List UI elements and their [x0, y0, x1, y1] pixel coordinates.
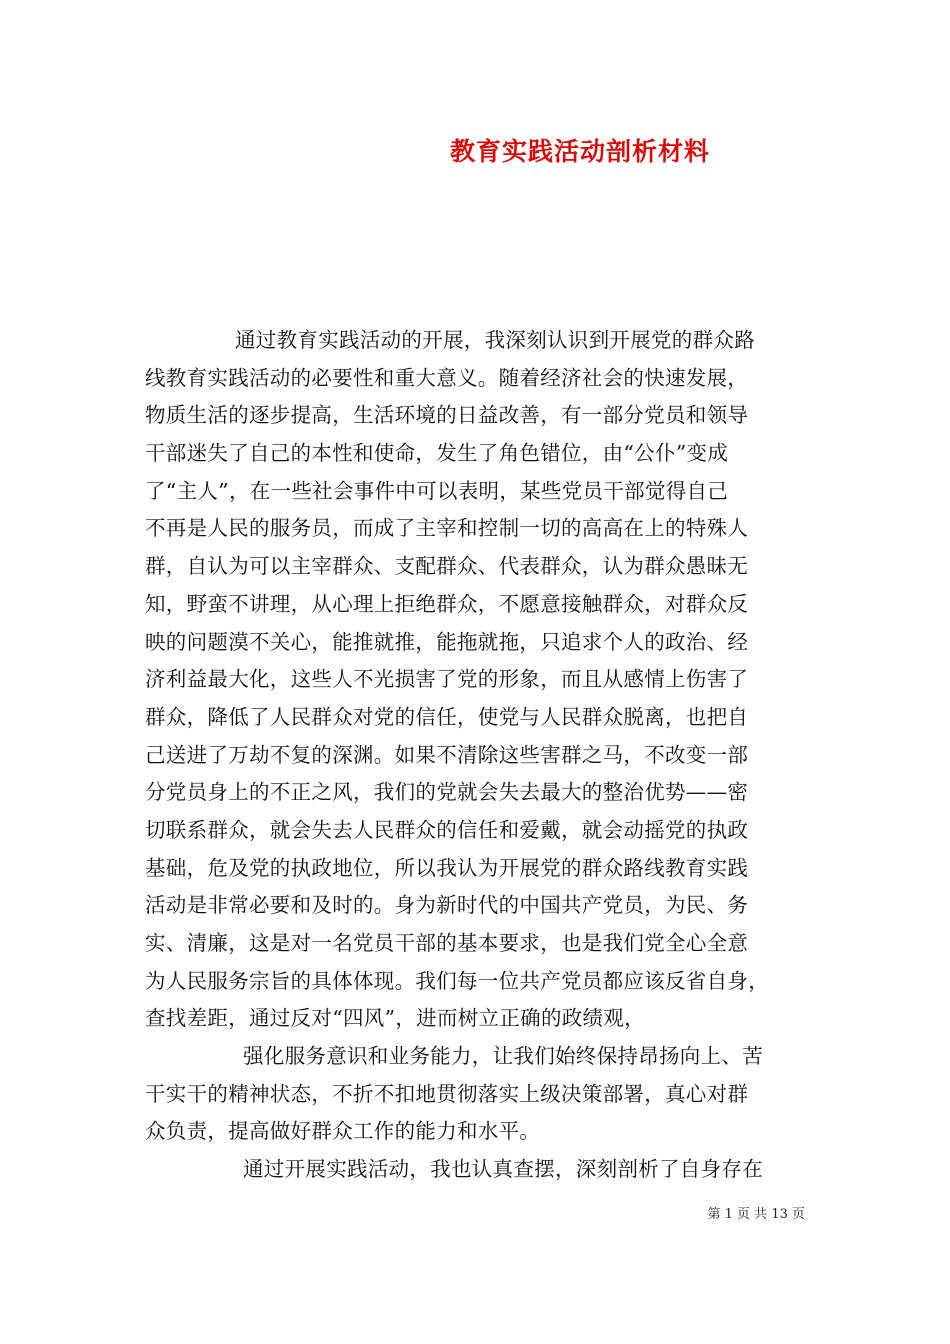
- body-line: 实、清廉，这是对一名党员干部的基本要求，也是我们党全心全意: [145, 931, 749, 955]
- body-line: 活动是非常必要和及时的。身为新时代的中国共产党员，为民、务: [145, 893, 749, 918]
- body-line: 众负责，提高做好群众工作的能力和水平。: [145, 1119, 541, 1144]
- body-line: 线教育实践活动的必要性和重大意义。随着经济社会的快速发展，: [145, 365, 749, 390]
- document-title: 教育实践活动剖析材料: [449, 137, 710, 166]
- body-line: 强化服务意识和业务能力，让我们始终保持昂扬向上、苦: [243, 1044, 763, 1069]
- body-line: 了“主人”，在一些社会事件中可以表明，某些党员干部觉得自己: [145, 478, 729, 503]
- body-line: 通过教育实践活动的开展，我深刻认识到开展党的群众路: [235, 328, 755, 352]
- body-line: 切联系群众，就会失去人民群众的信任和爱戴，就会动摇党的执政: [145, 817, 749, 842]
- body-line: 不再是人民的服务员，而成了主宰和控制一切的高高在上的特殊人: [145, 516, 749, 541]
- page-footer: 第 1 页 共 13 页: [707, 1207, 805, 1222]
- body-line: 群，自认为可以主宰群众、支配群众、代表群众，认为群众愚昧无: [145, 554, 749, 579]
- body-line: 查找差距，通过反对“四风”，进而树立正确的政绩观，: [145, 1006, 645, 1031]
- body-line: 映的问题漠不关心，能推就推，能拖就拖，只追求个人的政治、经: [145, 629, 749, 654]
- body-line: 群众，降低了人民群众对党的信任，使党与人民群众脱离，也把自: [145, 704, 749, 729]
- body-line: 通过开展实践活动，我也认真查摆，深刻剖析了自身存在: [243, 1157, 763, 1182]
- body-line: 为人民服务宗旨的具体体现。我们每一位共产党员都应该反省自身，: [145, 968, 769, 993]
- body-line: 基础，危及党的执政地位，所以我认为开展党的群众路线教育实践: [145, 855, 749, 880]
- body-line: 分党员身上的不正之风，我们的党就会失去最大的整治优势——密: [145, 780, 749, 805]
- body-line: 物质生活的逐步提高，生活环境的日益改善，有一部分党员和领导: [145, 403, 749, 428]
- body-line: 济利益最大化，这些人不光损害了党的形象，而且从感情上伤害了: [145, 667, 749, 692]
- body-line: 己送进了万劫不复的深渊。如果不清除这些害群之马，不改变一部: [145, 742, 749, 767]
- body-line: 干部迷失了自己的本性和使命，发生了角色错位，由“公仆”变成: [145, 441, 729, 466]
- document-body: [145, 322, 815, 1189]
- body-line: 知，野蛮不讲理，从心理上拒绝群众，不愿意接触群众，对群众反: [145, 591, 749, 616]
- body-line: 干实干的精神状态，不折不扣地贯彻落实上级决策部署，真心对群: [145, 1081, 749, 1106]
